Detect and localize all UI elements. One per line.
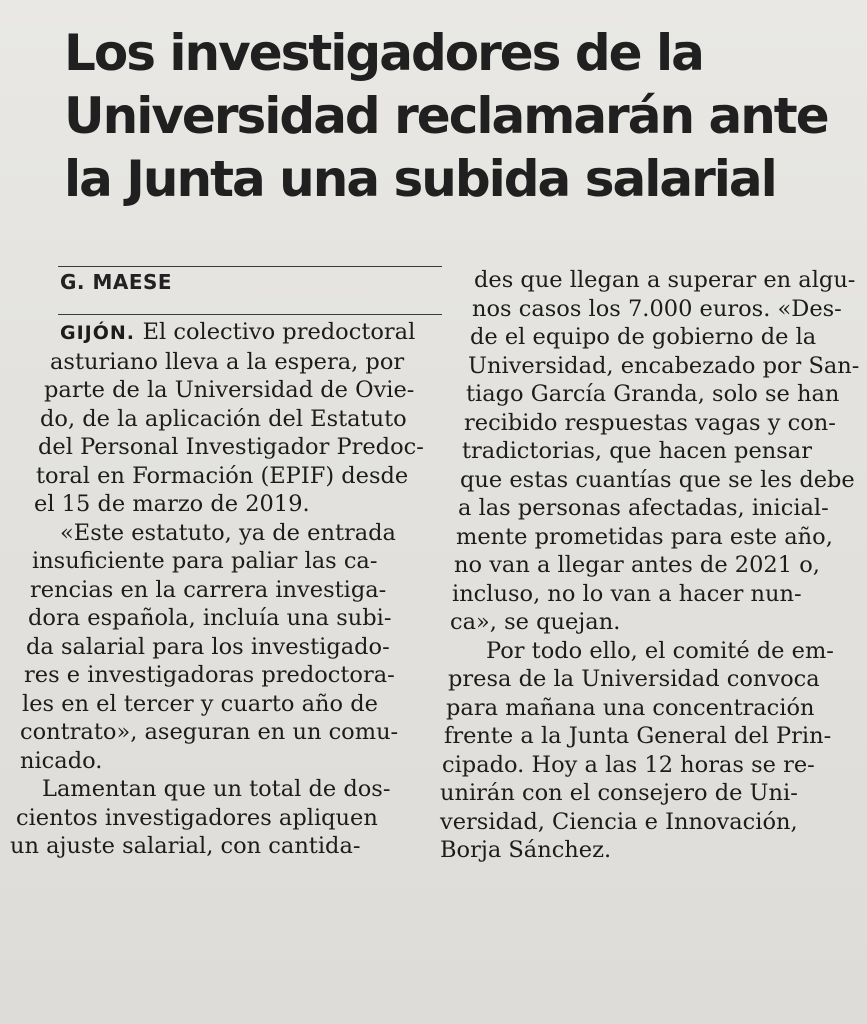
body-text-line [440,751,860,780]
body-text: do, de la aplicación del Estatuto [40,405,407,432]
dateline: GIJÓN. [60,322,143,344]
body-text-line [10,547,440,576]
body-text: dora española, incluía una subi- [28,605,392,631]
body-text-line [440,352,860,381]
body-text-line [10,318,440,348]
body-text-line [440,409,860,438]
body-text-line [10,576,440,605]
body-text-line [10,661,440,690]
article-column-right [440,266,860,865]
body-text: que estas cuantías que se les debe [460,466,855,493]
body-text: no van a llegar antes de 2021 o, [454,552,820,578]
body-text-line [440,466,860,495]
body-text-line [440,323,860,352]
body-text: Lamentan que un total de dos- [42,776,391,802]
body-text: para mañana una concentración [446,694,815,721]
body-text-line [440,551,860,580]
body-text-line [440,608,860,637]
body-text-line [10,433,440,462]
headline-line: Los investigadores de la [64,24,703,82]
body-text-line [10,462,440,491]
body-text: unirán con el consejero de Uni- [440,780,798,806]
body-text-line [440,295,860,324]
body-text-line [10,690,440,719]
body-text-line [10,490,440,519]
body-text-line [10,604,440,633]
body-text: les en el tercer y cuarto año de [22,690,378,717]
body-text: a las personas afectadas, inicial- [458,495,829,521]
body-text-line [10,747,440,776]
byline-top-rule [58,266,442,267]
body-text-line [10,832,440,861]
byline: G. MAESE [60,270,173,294]
body-text: presa de la Universidad convoca [448,666,820,692]
body-text: nos casos los 7.000 euros. «Des- [472,295,842,322]
byline-bottom-rule [58,314,442,315]
body-text-line [440,380,860,409]
body-text-line [440,266,860,295]
body-text: recibido respuestas vagas y con- [464,409,836,436]
body-text: nicado. [20,747,103,774]
body-text-line [440,637,860,666]
body-text: da salarial para los investigado- [26,633,390,660]
body-text: cipado. Hoy a las 12 horas se re- [442,751,815,778]
body-text: Borja Sánchez. [440,837,612,863]
body-text: cientos investigadores apliquen [16,804,378,831]
body-text-line [10,405,440,434]
body-text-line [10,804,440,833]
body-text: parte de la Universidad de Ovie- [44,377,415,403]
body-text: des que llegan a superar en algu- [474,267,856,293]
body-text: tradictorias, que hacen pensar [462,438,812,464]
body-text: insuficiente para paliar las ca- [32,548,378,574]
body-text: Por todo ello, el comité de em- [486,637,834,664]
body-text: tiago García Granda, solo se han [466,381,840,407]
body-text-line [440,580,860,609]
body-text: «Este estatuto, ya de entrada [60,519,396,546]
body-text: un ajuste salarial, con cantida- [10,833,361,859]
body-text: de el equipo de gobierno de la [470,324,817,350]
body-text: versidad, Ciencia e Innovación, [440,808,798,835]
headline-line: Universidad reclamarán ante [64,87,828,145]
body-text: El colectivo predoctoral [142,319,416,345]
body-text-line [440,836,860,865]
body-text: asturiano lleva a la espera, por [50,348,405,375]
body-text-line [10,376,440,405]
body-text-line [440,523,860,552]
body-text-line [10,633,440,662]
body-text-line [440,665,860,694]
body-text-line [440,694,860,723]
body-text-line [440,437,860,466]
body-text: frente a la Junta General del Prin- [444,723,832,749]
body-text: Universidad, encabezado por San- [468,352,860,379]
body-text-line [10,718,440,747]
headline-line: la Junta una subida salarial [64,150,776,208]
body-text: res e investigadoras predoctora- [24,662,395,688]
body-text-line [440,779,860,808]
body-text: contrato», aseguran en un comu- [20,719,399,745]
headline [64,22,854,211]
body-text: mente prometidas para este año, [456,523,833,550]
body-text: incluso, no lo van a hacer nun- [452,580,802,607]
body-text: toral en Formación (EPIF) desde [36,462,409,489]
body-text: ca», se quejan. [450,609,621,635]
article-column-left [10,318,440,861]
body-text-line [440,808,860,837]
body-text-line [10,775,440,804]
body-text: el 15 de marzo de 2019. [34,491,310,517]
body-text-line [10,519,440,548]
body-text: rencias en la carrera investiga- [30,576,387,603]
body-text-line [440,494,860,523]
body-text-line [440,722,860,751]
body-text-line [10,348,440,377]
body-text: del Personal Investigador Predoc- [38,434,424,460]
